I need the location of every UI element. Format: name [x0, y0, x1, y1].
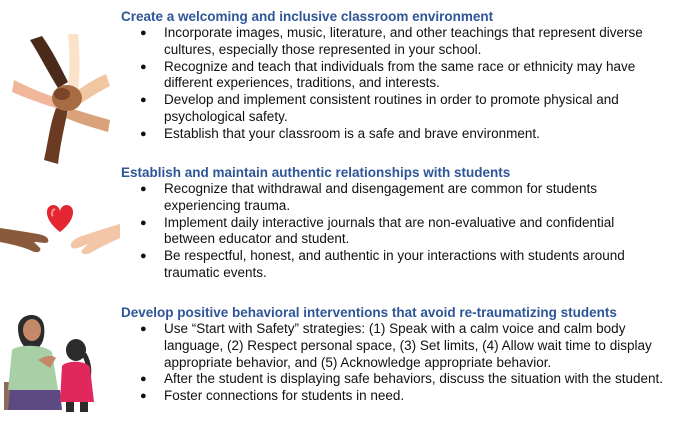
hand-tan-lower — [66, 108, 110, 132]
list-item-text: After the student is displaying safe behaviors, discuss the situation with the student. — [164, 371, 664, 387]
student-legs — [66, 402, 88, 412]
list-item — [121, 215, 669, 249]
list-item-text: Recognize and teach that individuals from the same race or ethnicity may have different experiences, traditions, and interests. — [164, 58, 636, 91]
hand-dark-left — [0, 228, 48, 252]
teacher-and-student-illustration — [4, 310, 104, 415]
hand-light-top — [68, 34, 80, 90]
list-item-text: Be respectful, honest, and authentic in your interactions with students around traumatic events. — [164, 248, 625, 280]
section-authentic-relationships — [121, 165, 669, 282]
list-item-text: Implement daily interactive journals that are non-evaluative and confidential between educator and student. — [164, 214, 615, 247]
section-welcoming-classroom — [121, 9, 669, 143]
section-heading: Establish and maintain authentic relationships with students — [121, 165, 511, 180]
list-item-text: Incorporate images, music, literature, and other teachings that represent diverse cultures, especially those represented in your school. — [164, 25, 643, 57]
bullet-dot: ● — [140, 373, 147, 386]
list-item — [121, 371, 669, 388]
bullet-list — [121, 321, 669, 405]
teacher-legs — [8, 390, 62, 410]
list-item — [121, 388, 669, 405]
section-behavioral-interventions — [121, 305, 669, 405]
list-item — [121, 92, 669, 126]
student-head — [66, 339, 86, 361]
bullet-dot: ● — [140, 250, 147, 263]
list-item — [121, 248, 669, 282]
list-item — [121, 25, 669, 59]
section-heading: Create a welcoming and inclusive classroom environment — [121, 9, 494, 24]
stacked-hands-illustration — [12, 32, 112, 167]
heart-icon — [47, 205, 73, 232]
bullet-dot: ● — [140, 127, 147, 140]
list-item-text: Use “Start with Safety” strategies: (1) Speak with a calm voice and calm body language, (2) Respect personal space, (3) Set limits, (4) Allow wait time to display appropriate behavior, and (5) Acknowledge appropriate behavior. — [164, 321, 652, 370]
list-item-text: Recognize that withdrawal and disengagement are common for students experiencing trauma. — [164, 181, 597, 213]
bullet-dot: ● — [140, 323, 147, 335]
bullet-dot: ● — [140, 27, 147, 39]
bullet-dot: ● — [140, 60, 147, 73]
list-item — [121, 321, 669, 371]
bullet-dot: ● — [140, 390, 147, 403]
student-body — [60, 362, 94, 402]
teacher-face — [23, 319, 41, 341]
list-item — [121, 126, 669, 143]
teacher-body — [8, 346, 58, 390]
section-heading: Develop positive behavioral interventions that avoid re-traumatizing students — [121, 305, 617, 320]
bullet-dot: ● — [140, 183, 147, 195]
bullet-dot: ● — [140, 94, 147, 107]
hand-peach-left — [12, 80, 58, 108]
list-item-text: Establish that your classroom is a safe and brave environment. — [164, 125, 540, 141]
bullet-list — [121, 25, 669, 143]
bullet-dot: ● — [140, 216, 147, 229]
list-item — [121, 59, 669, 93]
bullet-list — [121, 181, 669, 282]
list-item-text: Foster connections for students in need. — [164, 388, 405, 404]
hands-passing-heart-illustration — [0, 200, 120, 265]
list-item-text: Develop and implement consistent routines in order to promote physical and psychological safety. — [164, 92, 619, 124]
hand-brown-bottom — [44, 108, 68, 164]
hand-light-right — [71, 224, 120, 254]
hand-dark-top — [30, 36, 68, 88]
list-item — [121, 181, 669, 215]
